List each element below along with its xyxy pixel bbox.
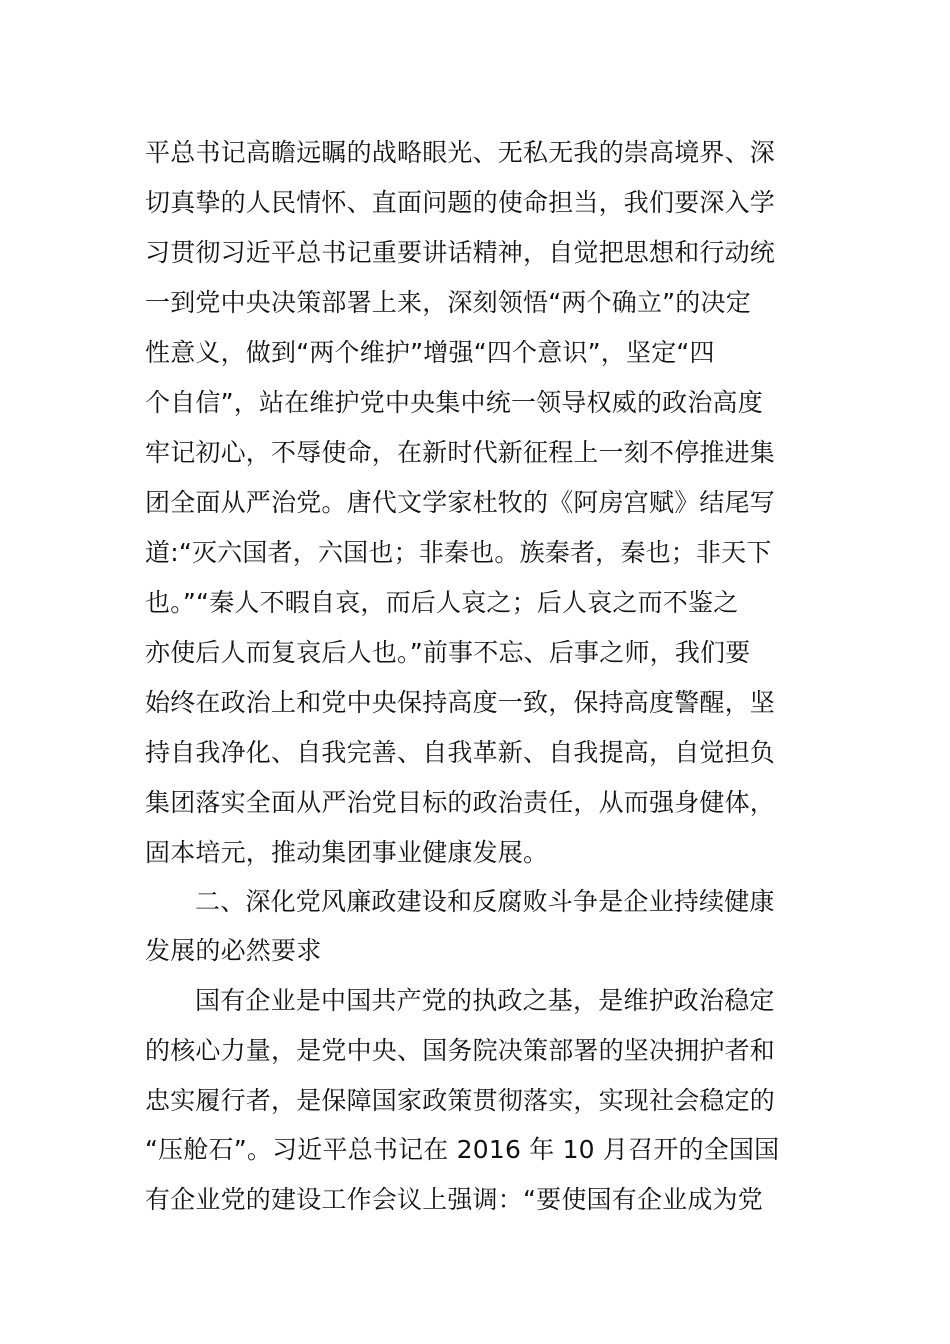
text-line: 的核心力量，是党中央、国务院决策部署的坚决拥护者和 — [145, 1036, 776, 1065]
text-line: 也。”“秦人不暇自哀，而后人哀之；后人哀之而不鉴之 — [145, 588, 739, 617]
text-line: 一到党中央决策部署上来，深刻领悟“两个确立”的决定 — [145, 288, 751, 317]
text-line: 平总书记高瞻远瞩的战略眼光、无私无我的崇高境界、深 — [145, 138, 776, 167]
text-line: 性意义，做到“两个维护”增强“四个意识”，坚定“四 — [145, 338, 715, 367]
text-line: 忠实履行者，是保障国家政策贯彻落实，实现社会稳定的 — [145, 1086, 776, 1115]
text-line: 切真挚的人民情怀、直面问题的使命担当，我们要深入学 — [145, 188, 776, 217]
text-line: 集团落实全面从严治党目标的政治责任，从而强身健体， — [145, 788, 776, 817]
text-line: 道:“灭六国者，六国也；非秦也。族秦者，秦也；非天下 — [145, 538, 772, 567]
text-line: 持自我净化、自我完善、自我革新、自我提高，自觉担负 — [145, 738, 776, 767]
text-line: 牢记初心，不辱使命，在新时代新征程上一刻不停推进集 — [145, 438, 776, 467]
text-line: “压舱石”。习近平总书记在 2016 年 10 月召开的全国国 — [145, 1135, 780, 1164]
text-line: 团全面从严治党。唐代文学家杜牧的《阿房宫赋》结尾写 — [145, 488, 776, 517]
text-line: 习贯彻习近平总书记重要讲话精神，自觉把思想和行动统 — [145, 238, 776, 267]
text-line: 亦使后人而复哀后人也。”前事不忘、后事之师，我们要 — [145, 638, 751, 667]
section-heading: 二、深化党风廉政建设和反腐败斗争是企业持续健康 — [195, 887, 775, 916]
text-line: 个自信”，站在维护党中央集中统一领导权威的政治高度 — [145, 388, 763, 417]
paragraph-start: 国有企业是中国共产党的执政之基，是维护政治稳定 — [195, 986, 775, 1015]
section-heading-continued: 发展的必然要求 — [145, 936, 322, 965]
text-line: 固本培元，推动集团事业健康发展。 — [145, 838, 549, 867]
text-line: 始终在政治上和党中央保持高度一致，保持高度警醒，坚 — [145, 688, 776, 717]
text-line: 有企业党的建设工作会议上强调：“要使国有企业成为党 — [145, 1185, 763, 1214]
